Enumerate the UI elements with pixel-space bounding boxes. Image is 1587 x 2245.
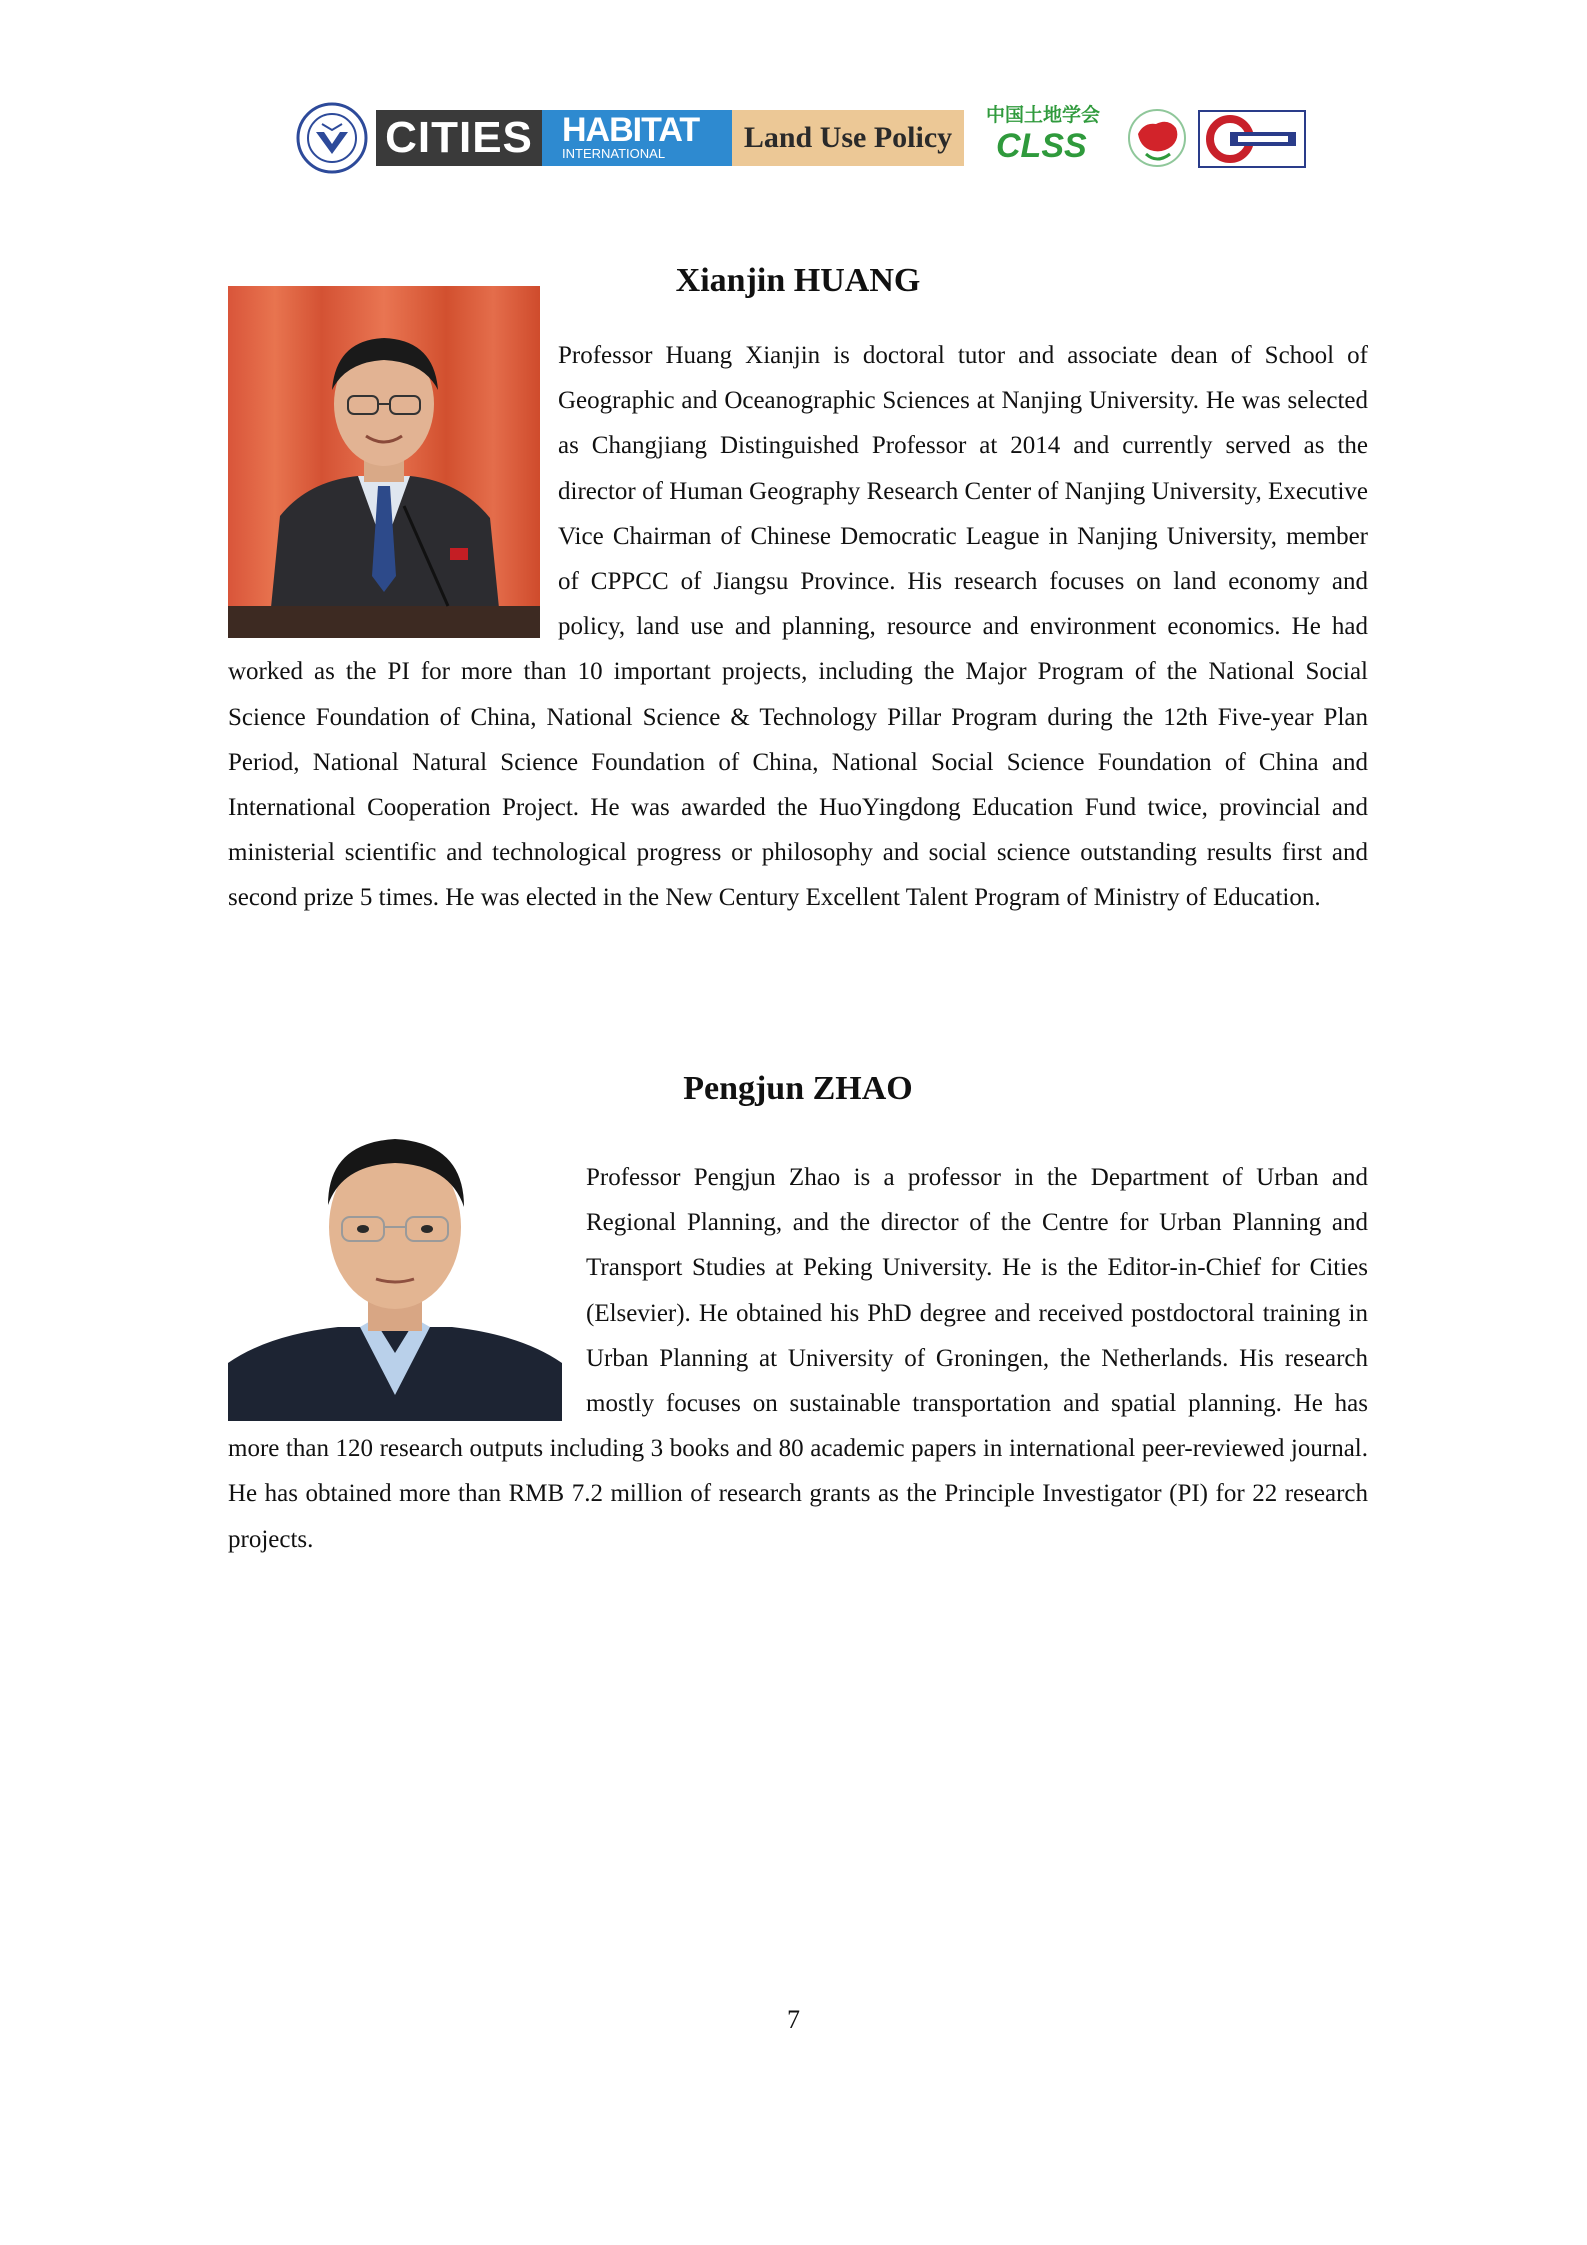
cities-journal-logo: CITIES — [376, 110, 542, 166]
profile-photo-pengjun-zhao — [228, 1113, 562, 1421]
c-emblem-logo — [1198, 110, 1306, 168]
habitat-logo-sub: INTERNATIONAL — [562, 146, 666, 161]
profile-photo-xianjin-huang — [228, 286, 540, 638]
china-map-logo — [1126, 104, 1188, 172]
habitat-international-logo — [542, 110, 732, 166]
university-seal-logo — [296, 102, 368, 174]
clss-logo-chinese: 中国土地学会 — [986, 104, 1101, 126]
page-number: 7 — [787, 2005, 800, 2034]
habitat-logo-main: HABITAT — [562, 111, 700, 149]
profile-section-pengjun-zhao — [228, 1155, 1368, 1562]
profile-section-xianjin-huang — [228, 333, 1368, 921]
clss-logo-english: CLSS — [996, 127, 1087, 165]
clss-logo — [986, 104, 1106, 172]
profile-bio-pengjun-zhao: Professor Pengjun Zhao is a professor in the Department of Urban and Regional Planning, and the director of the Centre for Urban Planning and Transport Studies at Peking University. He is the Editor-in-Chief for Cities (Elsevier). He obtained his PhD degree and received postdoctoral training in Urban Planning at University of Groningen, the Netherlands. His research mostly focuses on sustainable transportation and spatial planning. He has more than 120 research outputs including 3 books and 80 academic papers in international peer-reviewed journal. He has obtained more than RMB 7.2 million of research grants as the Principle Investigator (PI) for 22 research projects. — [228, 1164, 1368, 1553]
profile-name-xianjin-huang: Xianjin HUANG — [675, 262, 921, 299]
profile-name-pengjun-zhao: Pengjun ZHAO — [683, 1070, 913, 1107]
profile-bio-xianjin-huang: Professor Huang Xianjin is doctoral tutor and associate dean of School of Geographic and Oceanographic Sciences at Nanjing University. He was selected as Changjiang Distinguished Professor at 2014 and currently served as the director of Human Geography Research Center of Nanjing University, Executive Vice Chairman of Chinese Democratic League in Nanjing University, member of CPPCC of Jiangsu Province. His research focuses on land economy and policy, land use and planning, resource and environment economics. He had worked as the PI for more than 10 important projects, including the Major Program of the National Social Science Foundation of China, National Science & Technology Pillar Program during the 12th Five-year Plan Period, National Natural Science Foundation of China, National Social Science Foundation of China and International Cooperation Project. He was awarded the HuoYingdong Education Fund twice, provincial and ministerial scientific and technological progress or philosophy and social science outstanding results first and second prize 5 times. He was elected in the New Century Excellent Talent Program of Ministry of Education. — [228, 342, 1368, 912]
header-logo-strip — [296, 104, 1296, 172]
land-use-policy-logo: Land Use Policy — [732, 110, 964, 166]
